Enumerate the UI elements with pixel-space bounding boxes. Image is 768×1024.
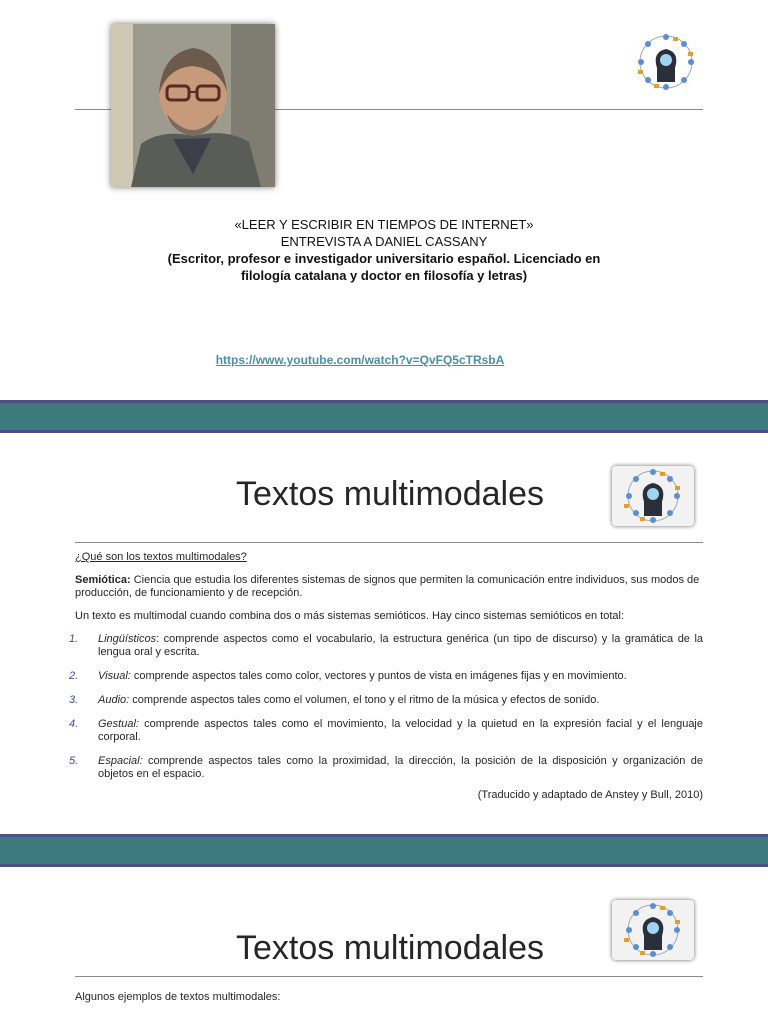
video-heading	[130, 216, 638, 284]
list-number: 4.	[69, 718, 79, 730]
list-item	[69, 694, 703, 707]
subtitle-line-1: (Escritor, profesor e investigador universitario español. Licenciado en	[167, 251, 601, 266]
list-number: 2.	[69, 670, 79, 682]
slide-separator-2	[0, 834, 768, 867]
heading-line-2: ENTREVISTA A DANIEL CASSANY	[280, 234, 488, 249]
list-text: comprende aspectos tales como color, vectores y puntos de vista en imágenes fijas y en movimiento.	[130, 670, 627, 682]
list-text: comprende aspectos tales como el volumen, el tono y el ritmo de la música y efectos de sonido.	[129, 694, 600, 706]
list-number: 3.	[69, 694, 79, 706]
list-term: Espacial:	[98, 755, 143, 767]
semiotica-text: Ciencia que estudia los diferentes sistemas de signos que permiten la comunicación entre individuos, sus modos de producción, de funcionamiento y de recepción.	[75, 574, 700, 599]
slide-3-body	[75, 991, 703, 1004]
list-term: Lingüísticos	[98, 633, 157, 645]
list-text: : comprende aspectos como el vocabulario, la estructura genérica (un tipo de discurso) y la gramática de la lengua oral y escrita.	[98, 633, 703, 658]
question: ¿Qué son los textos multimodales?	[75, 551, 247, 563]
semiotica-definition	[75, 574, 703, 600]
multimodal-head-logo	[632, 32, 700, 92]
multimodal-head-logo	[612, 466, 694, 526]
list-item	[69, 755, 703, 781]
slide-2	[0, 433, 768, 834]
author-photo	[111, 24, 275, 187]
title-rule	[75, 542, 703, 543]
examples-intro: Algunos ejemplos de textos multimodales:	[75, 991, 281, 1003]
list-number: 1.	[69, 633, 79, 645]
title-rule	[75, 976, 703, 977]
list-text: comprende aspectos tales como la proximidad, la dirección, la posición de la disposición y organización de objetos en el espacio.	[98, 755, 703, 780]
slide-3-title: Textos multimodales	[235, 929, 544, 967]
slide-separator-1	[0, 400, 768, 433]
list-term: Visual:	[98, 670, 131, 682]
list-term: Audio:	[98, 694, 130, 706]
slide-1	[0, 0, 768, 400]
list-item	[69, 670, 703, 683]
heading-line-1: «LEER Y ESCRIBIR EN TIEMPOS DE INTERNET»	[234, 217, 534, 232]
list-number: 5.	[69, 755, 79, 767]
citation: (Traducido y adaptado de Anstey y Bull, 2010)	[477, 789, 703, 801]
semiotic-systems-list	[69, 633, 703, 781]
subtitle-line-2: filología catalana y doctor en filosofía y letras)	[240, 268, 528, 283]
list-item	[69, 718, 703, 744]
list-text: comprende aspectos tales como el movimiento, la velocidad y la quietud en la expresión facial y el lenguaje corporal.	[98, 718, 703, 743]
intro-paragraph: Un texto es multimodal cuando combina dos o más sistemas semióticos. Hay cinco sistemas semióticos en total:	[75, 610, 625, 622]
list-item	[69, 633, 703, 659]
slide-2-title: Textos multimodales	[235, 475, 544, 513]
semiotica-term: Semiótica:	[75, 574, 131, 586]
list-term: Gestual:	[98, 718, 139, 730]
slide-2-body	[69, 551, 703, 802]
youtube-link[interactable]: https://www.youtube.com/watch?v=QvFQ5cTRsbA	[215, 353, 505, 367]
slide-3	[0, 867, 768, 1024]
